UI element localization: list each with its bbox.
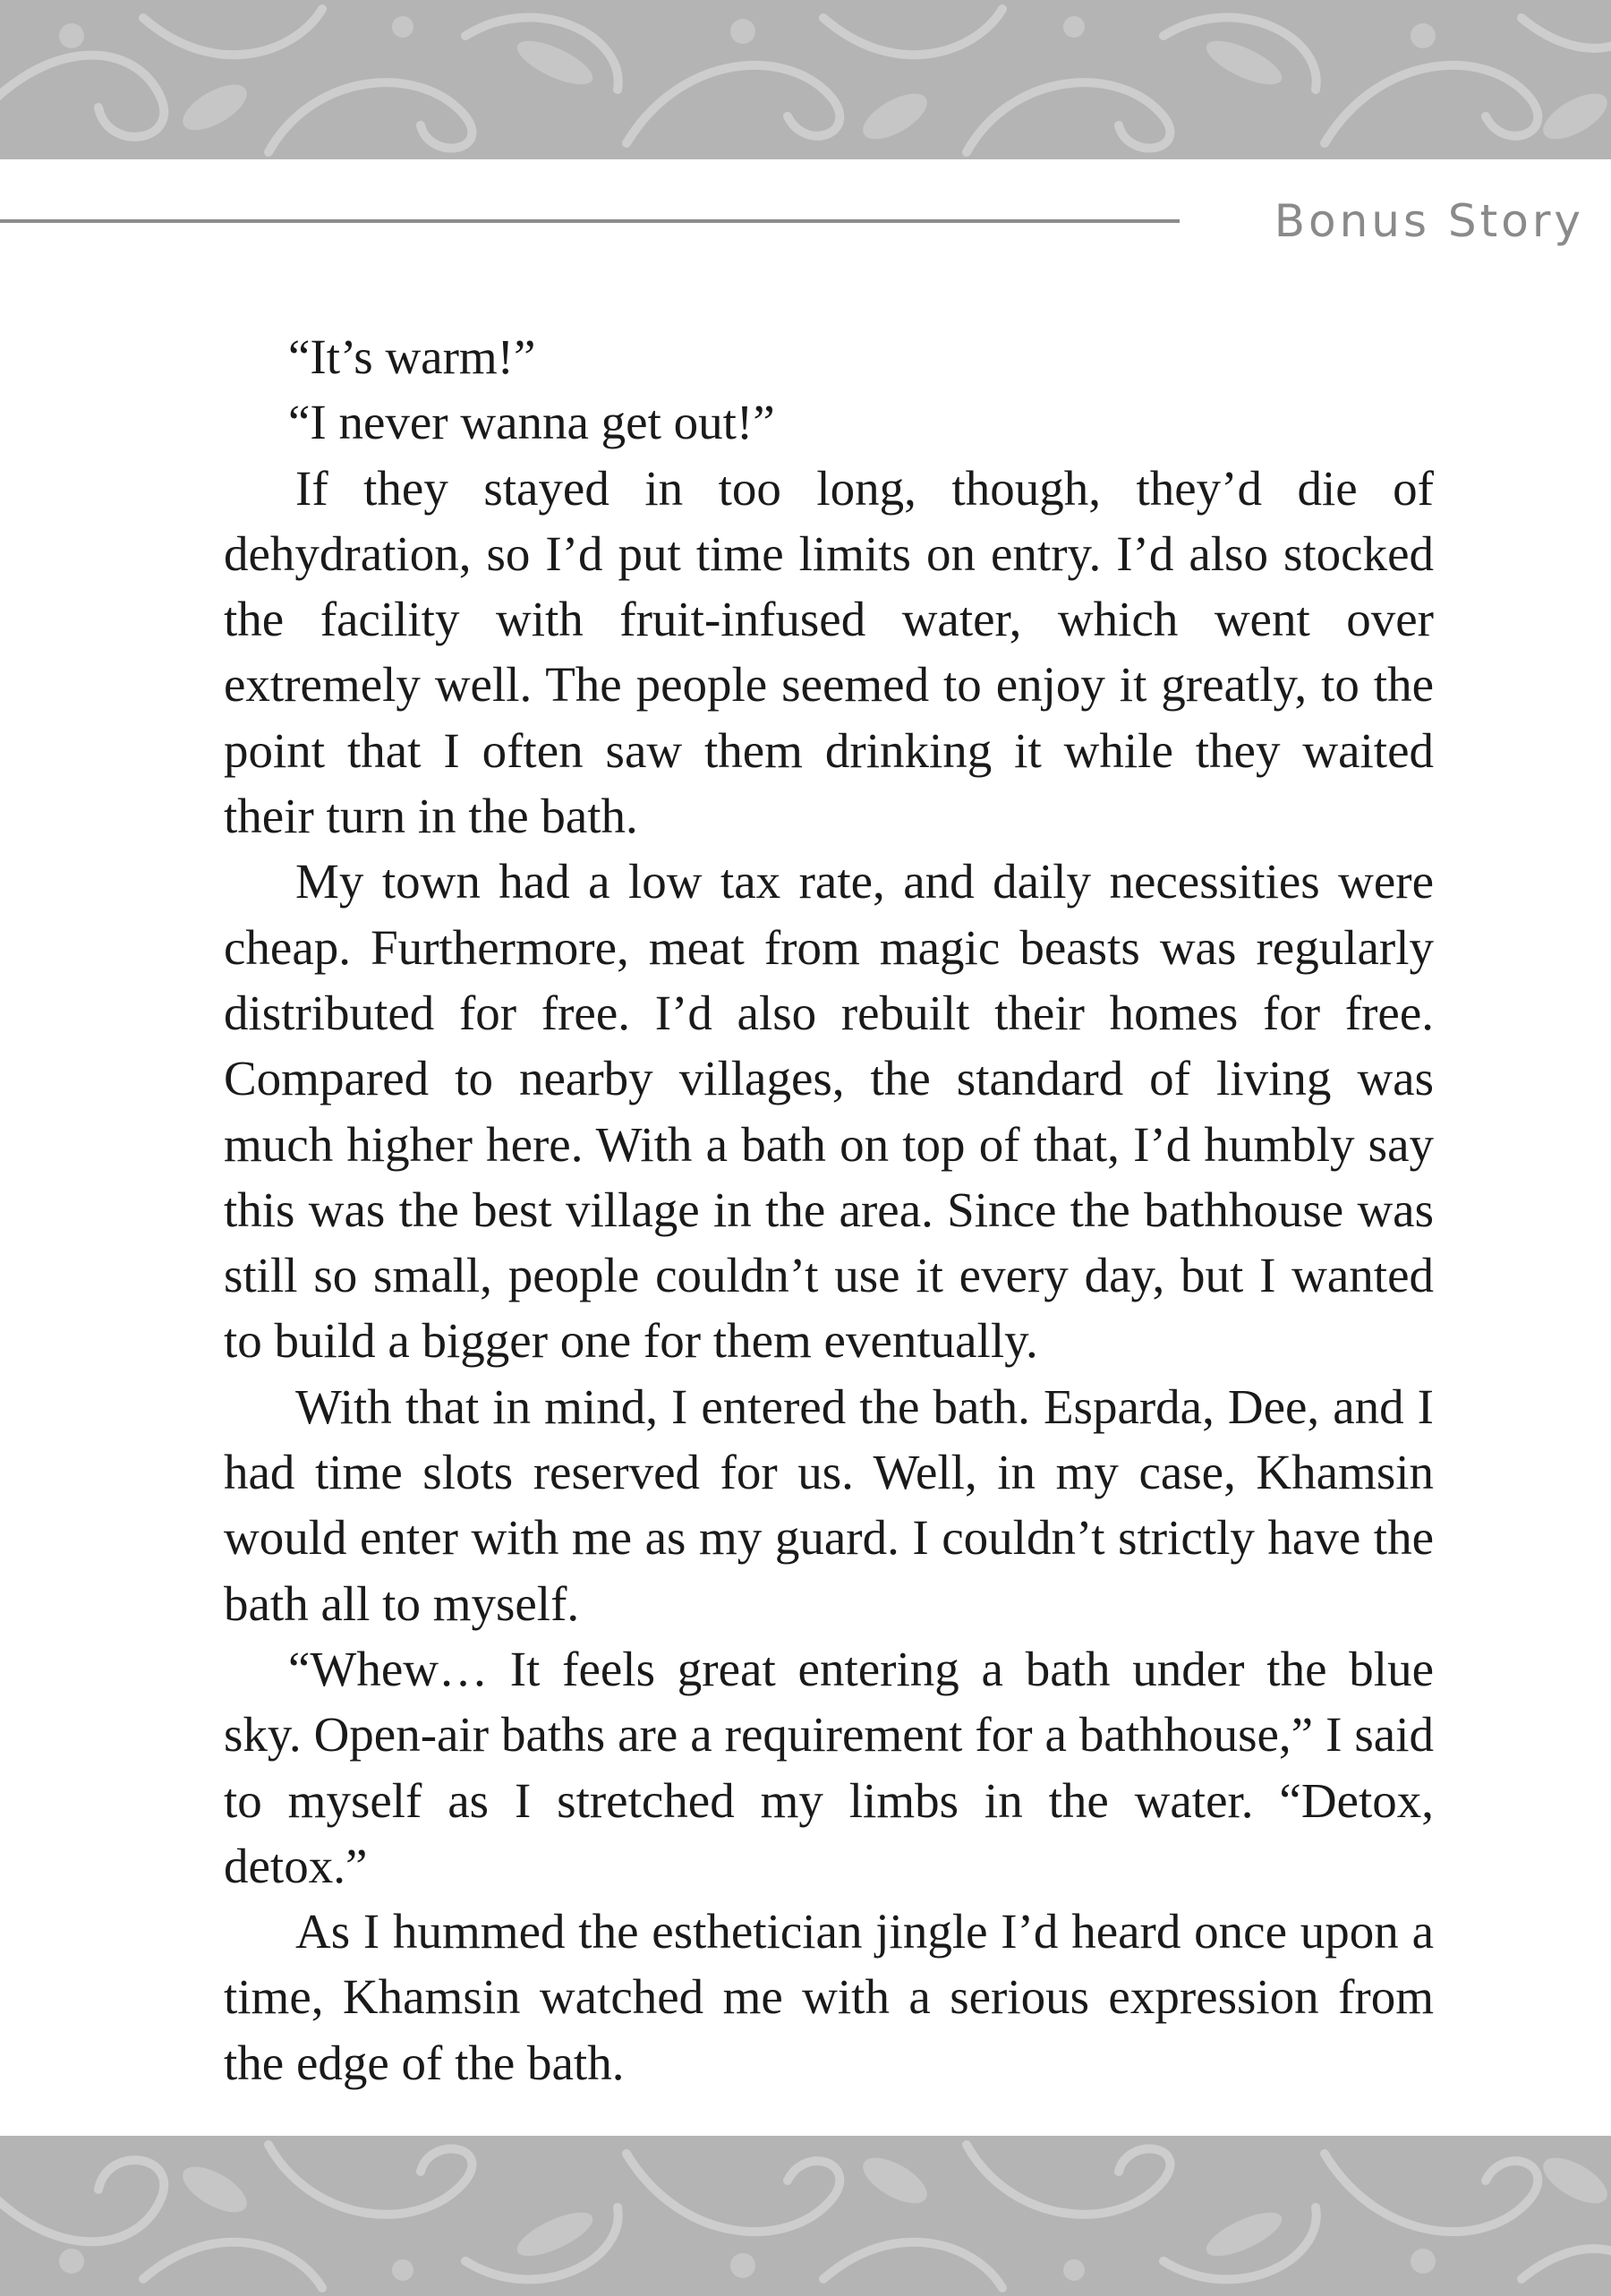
dialogue-line: “I never wanna get out!”	[288, 395, 775, 450]
header-rule	[0, 219, 1180, 223]
paragraph: With that in mind, I entered the bath. Esparda, Dee, and I had time slots reserved for us. Well, in my case, Khamsin would enter with me as my guard. I couldn’t strictly have the bath all to myself.	[224, 1378, 1434, 1631]
dialogue-line: “It’s warm!”	[288, 329, 536, 384]
top-decorative-band	[0, 0, 1611, 159]
damask-pattern-top	[0, 0, 1611, 159]
story-text	[224, 324, 1434, 2095]
running-header-label: Bonus Story	[1274, 195, 1584, 247]
paragraph: My town had a low tax rate, and daily necessities were cheap. Furthermore, meat from magic beasts was regularly distributed for free. I’d also rebuilt their homes for free. Compared to nearby villages, the standard of living was much higher here. With a bath on top of that, I’d humbly say this was the best village in the area. Since the bathhouse was still so small, people couldn’t use it every day, but I wanted to build a bigger one for them eventually.	[224, 854, 1434, 1369]
damask-pattern-bottom	[0, 2136, 1611, 2296]
paragraph: “Whew… It feels great entering a bath under the blue sky. Open-air baths are a requirement for a bathhouse,” I said to myself as I stretched my limbs in the water. “Detox, detox.”	[224, 1641, 1434, 1893]
bottom-decorative-band	[0, 2136, 1611, 2296]
paragraph: If they stayed in too long, though, they’d die of dehydration, so I’d put time limits on entry. I’d also stocked the facility with fruit-infused water, which went over extremely well. The people seemed to enjoy it greatly, to the point that I often saw them drinking it while they waited their turn in the bath.	[224, 460, 1434, 844]
paragraph: As I hummed the esthetician jingle I’d heard once upon a time, Khamsin watched me with a serious expression from the edge of the bath.	[224, 1904, 1434, 2090]
